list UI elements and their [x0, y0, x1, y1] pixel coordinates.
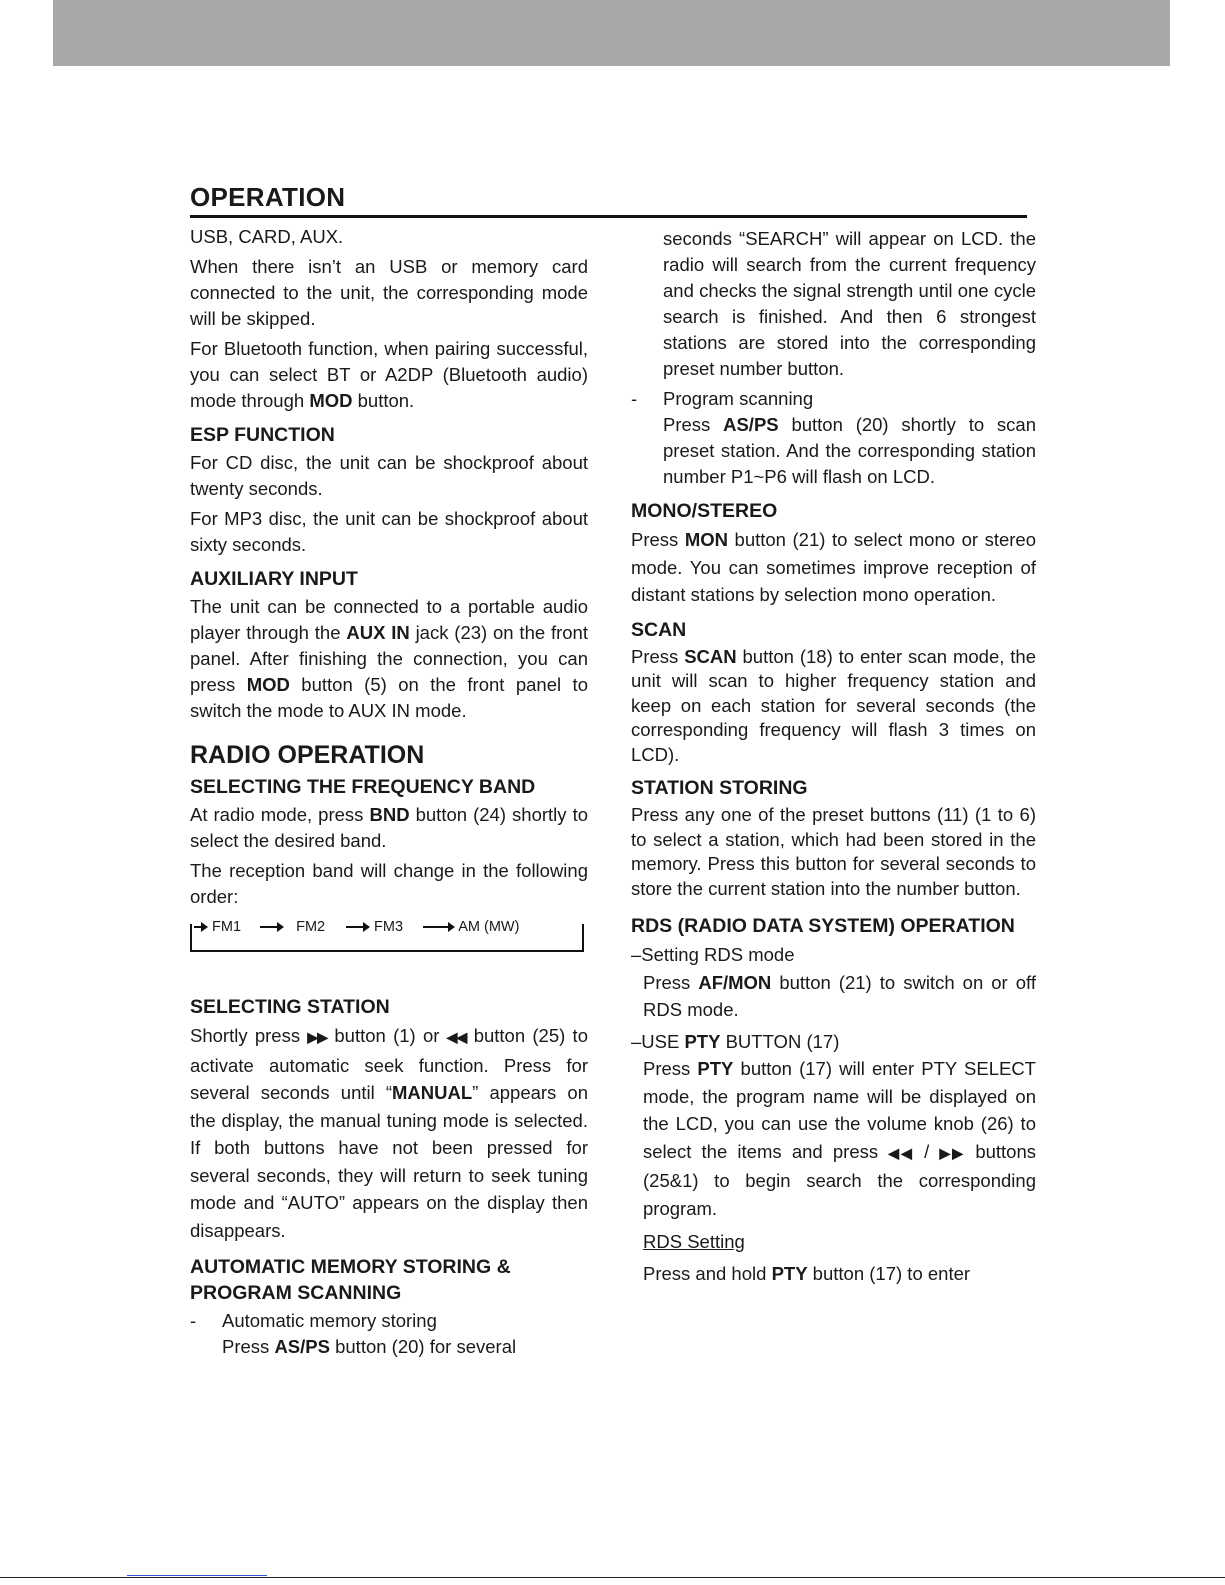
- arrow-right-icon: [260, 926, 282, 928]
- paragraph-bluetooth: For Bluetooth function, when pairing successful, you can select BT or A2DP (Bluetooth audio) mode through MOD button.: [190, 338, 588, 411]
- station-heading: SELECTING STATION: [190, 996, 390, 1018]
- rewind-icon: ◀◀: [446, 1029, 467, 1045]
- rds-item-setting-title: –Setting RDS mode: [631, 944, 795, 965]
- band-order-paragraph: The reception band will change in the following order:: [190, 860, 588, 907]
- program-scan-title: Program scanning: [663, 388, 814, 409]
- esp-heading: ESP FUNCTION: [190, 424, 335, 446]
- rds-heading: RDS (RADIO DATA SYSTEM) OPERATION: [631, 915, 1015, 937]
- rds-setting-subheading: RDS Setting: [643, 1231, 745, 1252]
- rds-item-pty-text: Press PTY button (17) will enter PTY SELECT mode, the program name will be displayed on the LCD, you can use the volume knob (26) to select the items and press ◀◀ / ▶▶ buttons (25&1) to begin search the corresponding program.: [643, 1058, 1036, 1219]
- mono-heading: MONO/STEREO: [631, 500, 778, 522]
- band-step-am: AM (MW): [423, 914, 519, 940]
- band-step-fm3: FM3: [346, 914, 403, 940]
- radio-heading: RADIO OPERATION: [190, 741, 425, 769]
- arrow-right-icon: [194, 926, 206, 928]
- ams-heading: AUTOMATIC MEMORY STORING & PROGRAM SCANNING: [190, 1256, 511, 1304]
- footer-rule: [0, 1577, 1225, 1578]
- fast-forward-icon: ▶▶: [939, 1144, 966, 1161]
- rds-item-setting-text: Press AF/MON button (21) to switch on or off RDS mode.: [643, 971, 1036, 1020]
- list-dash: -: [631, 388, 638, 409]
- aux-paragraph: The unit can be connected to a portable audio player through the AUX IN jack (23) on the front panel. After finishing the connection, you can press MOD button (5) on the front panel to switch the mode to AUX IN mode.: [190, 596, 588, 721]
- rds-section: [631, 941, 1036, 1287]
- scan-paragraph: Press SCAN button (18) to enter scan mode, the unit will scan to higher frequency station and keep on each station for several seconds (the corresponding frequency will flash 3 times on LCD).: [631, 645, 1036, 765]
- paragraph-skip: When there isn’t an USB or memory card connected to the unit, the corresponding mode will be skipped.: [190, 256, 588, 329]
- ams-continuation: seconds “SEARCH” will appear on LCD. the radio will search from the current frequency and checks the signal strength until one cycle search is finished. And then 6 strongest stations are stored into the corresponding preset number button.: [663, 228, 1036, 379]
- arrow-right-icon: [423, 926, 453, 928]
- left-column: [190, 224, 588, 1360]
- esp-paragraph-mp3: For MP3 disc, the unit can be shockproof about sixty seconds.: [190, 508, 588, 555]
- store-paragraph: Press any one of the preset buttons (11) (1 to 6) to select a station, which had been stored in the memory. Press this button for several seconds to store the current station into the number button.: [631, 804, 1036, 899]
- footer-link-underline: [127, 1574, 267, 1576]
- mono-paragraph: Press MON button (21) to select mono or stereo mode. You can sometimes improve reception of distant stations by selection mono operation.: [631, 529, 1036, 605]
- store-heading: STATION STORING: [631, 777, 808, 799]
- scan-heading: SCAN: [631, 618, 687, 641]
- program-scan-text: Press AS/PS button (20) shortly to scan preset station. And the corresponding station number P1~P6 will flash on LCD.: [663, 414, 1037, 487]
- esp-paragraph-cd: For CD disc, the unit can be shockproof about twenty seconds.: [190, 452, 588, 499]
- intro-line: USB, CARD, AUX.: [190, 226, 344, 247]
- station-paragraph: Shortly press ▶▶ button (1) or ◀◀ button (25) to activate automatic seek function. Press for several seconds until “MANUAL” appears on the display, the manual tuning mode is selected. If both buttons have not been pressed for several seconds, they will return to seek tuning mode and “AUTO” appears on the display then disappears.: [190, 1025, 589, 1241]
- ams-item-text: Press AS/PS button (20) for several: [222, 1336, 517, 1357]
- band-heading: SELECTING THE FREQUENCY BAND: [190, 776, 536, 798]
- page-title: OPERATION: [190, 182, 346, 212]
- ams-list-item: [190, 1308, 588, 1360]
- ams-item-title: Automatic memory storing: [222, 1310, 437, 1331]
- rewind-icon: ◀◀: [888, 1144, 914, 1161]
- rds-item-pty-title: –USE PTY BUTTON (17): [631, 1030, 840, 1052]
- aux-heading: AUXILIARY INPUT: [190, 568, 358, 590]
- band-step-fm2: FM2: [260, 914, 325, 940]
- fast-forward-icon: ▶▶: [307, 1029, 328, 1045]
- band-paragraph: At radio mode, press BND button (24) shortly to select the desired band.: [190, 804, 588, 851]
- rds-setting-text: Press and hold PTY button (17) to enter: [643, 1262, 971, 1284]
- arrow-right-icon: [346, 926, 368, 928]
- right-column: [631, 224, 1036, 1291]
- band-step-fm1: FM1: [194, 914, 241, 940]
- band-sequence-diagram: [190, 914, 588, 956]
- list-dash: -: [190, 1310, 197, 1331]
- title-rule: [190, 215, 1027, 218]
- program-scan-item: [631, 386, 1036, 490]
- header-bar: [53, 0, 1170, 66]
